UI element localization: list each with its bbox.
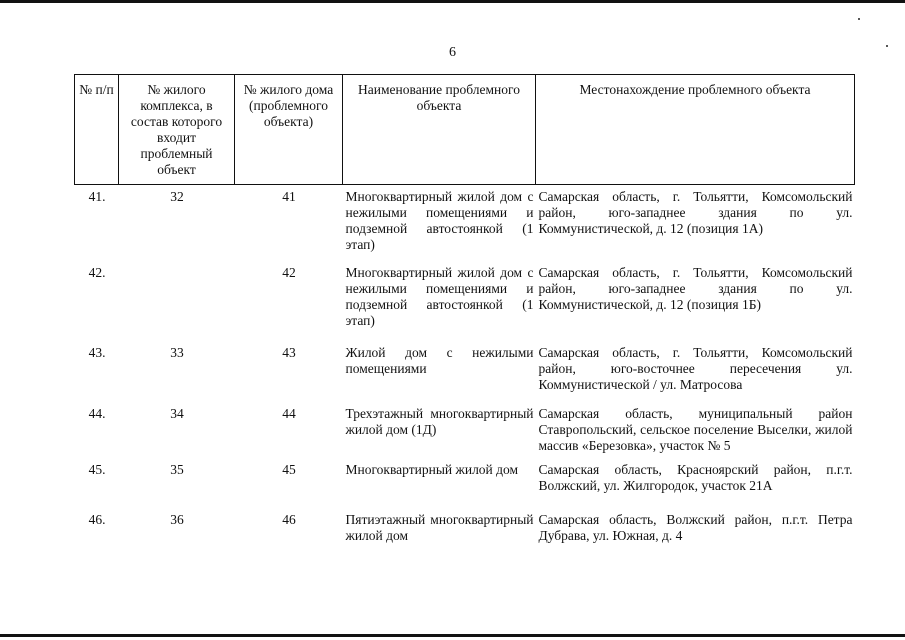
row-house: 44 — [282, 405, 296, 421]
row-complex: 33 — [170, 344, 184, 360]
row-object-name: Многоквартирный жилой дом с нежилыми помещениями и подземной автостоянкой (1 этап) — [345, 189, 534, 252]
scan-bottom-edge — [0, 634, 905, 637]
table-row — [75, 261, 855, 341]
row-location: Самарская область, Волжский район, п.г.т. Петра Дубрава, ул. Южная, д. 4 — [538, 511, 853, 543]
problem-objects-table — [74, 74, 855, 552]
row-object-name: Многоквартирный жилой дом с нежилыми помещениями и подземной автостоянкой (1 этап) — [345, 264, 534, 328]
row-num: 46. — [88, 511, 106, 527]
header-num: № п/п — [75, 75, 119, 185]
table-header-row — [75, 75, 855, 185]
scan-top-edge — [0, 0, 905, 3]
row-house: 43 — [282, 344, 296, 360]
row-num: 42. — [88, 264, 106, 280]
row-object-name: Многоквартирный жилой дом — [345, 461, 519, 477]
row-num: 45. — [88, 461, 106, 477]
row-location: Самарская область, г. Тольятти, Комсомольский район, юго-западнее здания по ул. Коммунистической, д. 12 (позиция 1Б) — [538, 264, 853, 312]
row-complex — [119, 261, 235, 341]
row-location: Самарская область, г. Тольятти, Комсомольский район, юго-западнее здания по ул. Коммунистической, д. 12 (позиция 1А) — [538, 189, 853, 236]
scan-speck — [858, 18, 860, 20]
table-row — [75, 185, 855, 261]
row-house: 41 — [282, 189, 296, 204]
row-location: Самарская область, Красноярский район, п.г.т. Волжский, ул. Жилгородок, участок 21А — [538, 461, 853, 493]
row-house: 45 — [282, 461, 296, 477]
row-num: 43. — [88, 344, 106, 360]
row-object-name: Трехэтажный многоквартирный жилой дом (1Д) — [345, 405, 534, 437]
row-complex: 34 — [170, 405, 184, 421]
row-complex: 36 — [170, 511, 184, 527]
row-house: 46 — [282, 511, 296, 527]
table-row — [75, 458, 855, 508]
header-name: Наименование проблемного объекта — [343, 75, 536, 185]
row-object-name: Жилой дом с нежилыми помещениями — [345, 344, 534, 376]
row-complex: 35 — [170, 461, 184, 477]
header-location: Местонахождение проблемного объекта — [536, 75, 855, 185]
table-row — [75, 341, 855, 402]
row-location: Самарская область, г. Тольятти, Комсомольский район, юго-восточнее пересечения ул. Коммунистической / ул. Матросова — [538, 344, 853, 392]
row-num: 41. — [88, 189, 106, 204]
table-row — [75, 402, 855, 458]
header-complex: № жилого комплекса, в состав которого входит проблемный объект — [119, 75, 235, 185]
row-complex: 32 — [170, 189, 184, 204]
row-house: 42 — [282, 264, 296, 280]
page-number: 6 — [449, 45, 456, 60]
header-house: № жилого дома (проблемного объекта) — [235, 75, 343, 185]
row-location: Самарская область, муниципальный район Ставропольский, сельское поселение Выселки, жилой массив «Березовка», участок № 5 — [538, 405, 853, 453]
table-row — [75, 508, 855, 552]
row-num: 44. — [88, 405, 106, 421]
row-object-name: Пятиэтажный многоквартирный жилой дом — [345, 511, 534, 543]
